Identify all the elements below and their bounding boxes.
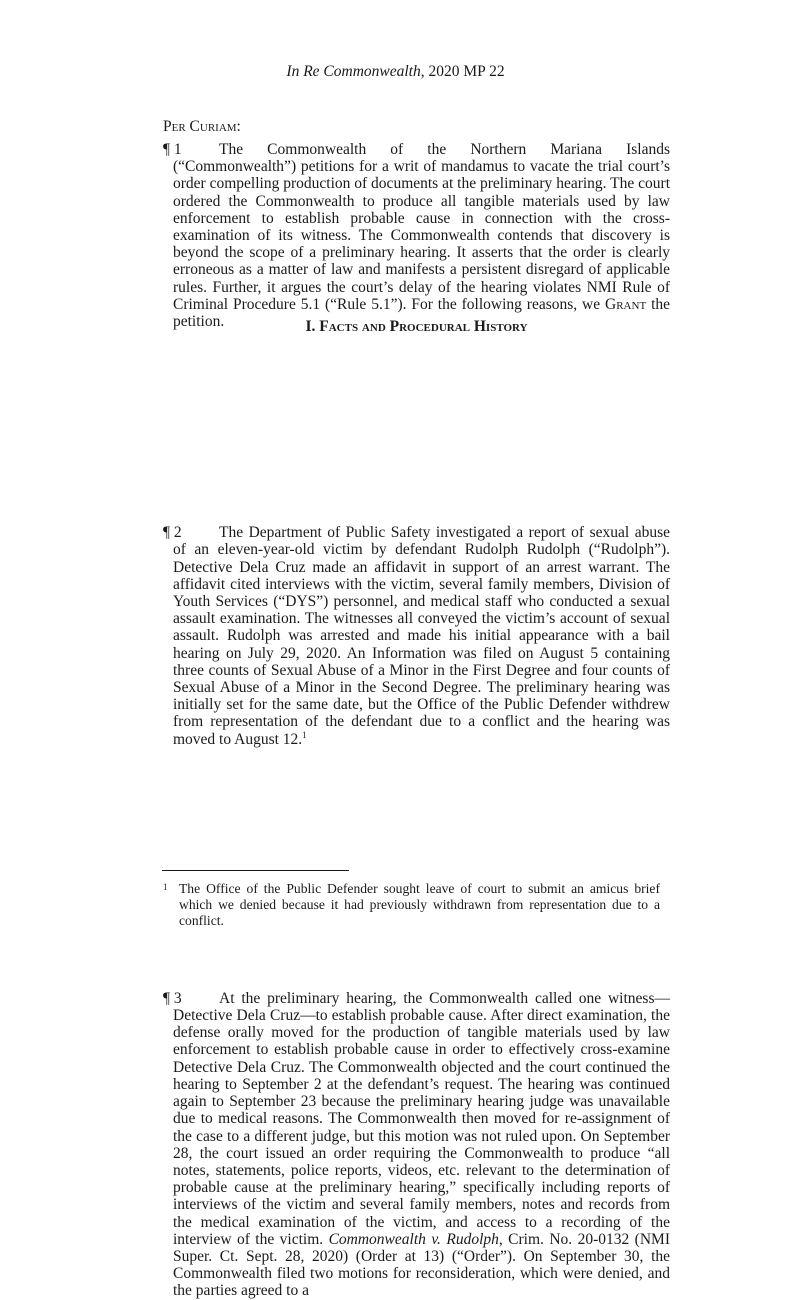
paragraph-text [173,524,670,748]
text-segment: The Department of Public Safety investigated a report of sexual abuse of an eleven-year-old victim by defendant Rudolph Rudolph (“Rudolph”). Detective Dela Cruz made an affidavit in support of an arrest warrant. The affidavit cited interviews with the victim, several family members, Division of Youth Services (“DYS”) personnel, and medical staff who conducted a sexual assault examination. The witnesses all conveyed the victim’s account of sexual assault. Rudolph was arrested and made his initial appearance with a bail hearing on July 29, 2020. An Information was filed on August 5 containing three counts of Sexual Abuse of a Minor in the First Degree and four counts of Sexual Abuse of a Minor in the Second Degree. The preliminary hearing was initially set for the same date, but the Office of the Public Defender withdrew from representation of the defendant due to a conflict and the hearing was moved to August 12. [173,524,670,748]
footnote-text: The Office of the Public Defender sought leave of court to submit an amicus brief which we denied because it had previously withdrawn from representation due to a conflict. [179,881,660,928]
paragraph-1 [163,141,670,330]
paragraph-text [173,990,670,1300]
running-head-citation: , 2020 MP 22 [420,63,505,80]
text-segment: , Crim. No. 20-0132 (NMI Super. Ct. Sept. 28, 2020) (Order at 13) (“Order”). On September 30, the Commonwealth filed two motions for reconsideration, which were denied, and the parties agreed to a [173,1230,670,1300]
case-citation: Commonwealth v. Rudolph [328,1230,499,1248]
section-heading: I. Facts and Procedural History [305,318,528,335]
text-segment: The Commonwealth of the Northern Mariana Islands (“Commonwealth”) petitions for a writ of mandamus to vacate the trial court’s order compelling production of documents at the preliminary hearing. The court ordered the Commonwealth to produce all tangible materials used by law enforcement to establish probable cause in connection with the cross-examination of its witness. The Commonwealth contends that discovery is beyond the scope of a preliminary hearing. It asserts that the order is clearly erroneous as a matter of law and manifests a persistent disregard of applicable rules. Further, it argues the court’s delay of the hearing violates NMI Rule of Criminal Procedure 5.1 (“Rule 5.1”). For the following reasons, we [173,141,670,313]
small-caps-text: Grant [605,295,647,313]
opinion-label: Per Curiam: [163,118,241,135]
footnote-separator [162,870,349,871]
paragraph-marker: ¶ 2 [163,524,182,542]
running-head-case-name: In Re Commonwealth [286,63,421,80]
paragraph-marker: ¶ 1 [163,141,182,158]
footnote-reference: 1 [302,729,307,740]
paragraph-3 [163,990,670,1300]
paragraph-marker: ¶ 3 [163,989,182,1007]
paragraph-2 [163,524,670,748]
footnote-1 [163,881,660,929]
text-segment: the petition. [173,295,670,331]
footnote-number: 1 [163,882,168,892]
paragraph-text [173,141,670,330]
running-head [0,63,791,81]
text-segment: At the preliminary hearing, the Commonwealth called one witness—Detective Dela Cruz—to establish probable cause. After direct examination, the defense orally moved for the production of tangible materials used by law enforcement to establish probable cause in order to effectively cross-examine Detective Dela Cruz. The Commonwealth objected and the court continued the hearing to September 2 at the defendant’s request. The hearing was continued again to September 23 because the preliminary hearing judge was unavailable due to medical reasons. The Commonwealth then moved for re-assignment of the case to a different judge, but this motion was not ruled upon. On September 28, the court issued an order requiring the Commonwealth to produce “all notes, statements, police reports, videos, etc. relevant to the determination of probable cause at the preliminary hearing,” specifically including reports of interviews of the victim and several family members, notes and records from the medical examination of the victim, and access to a recording of the interview of the victim. [173,989,670,1248]
